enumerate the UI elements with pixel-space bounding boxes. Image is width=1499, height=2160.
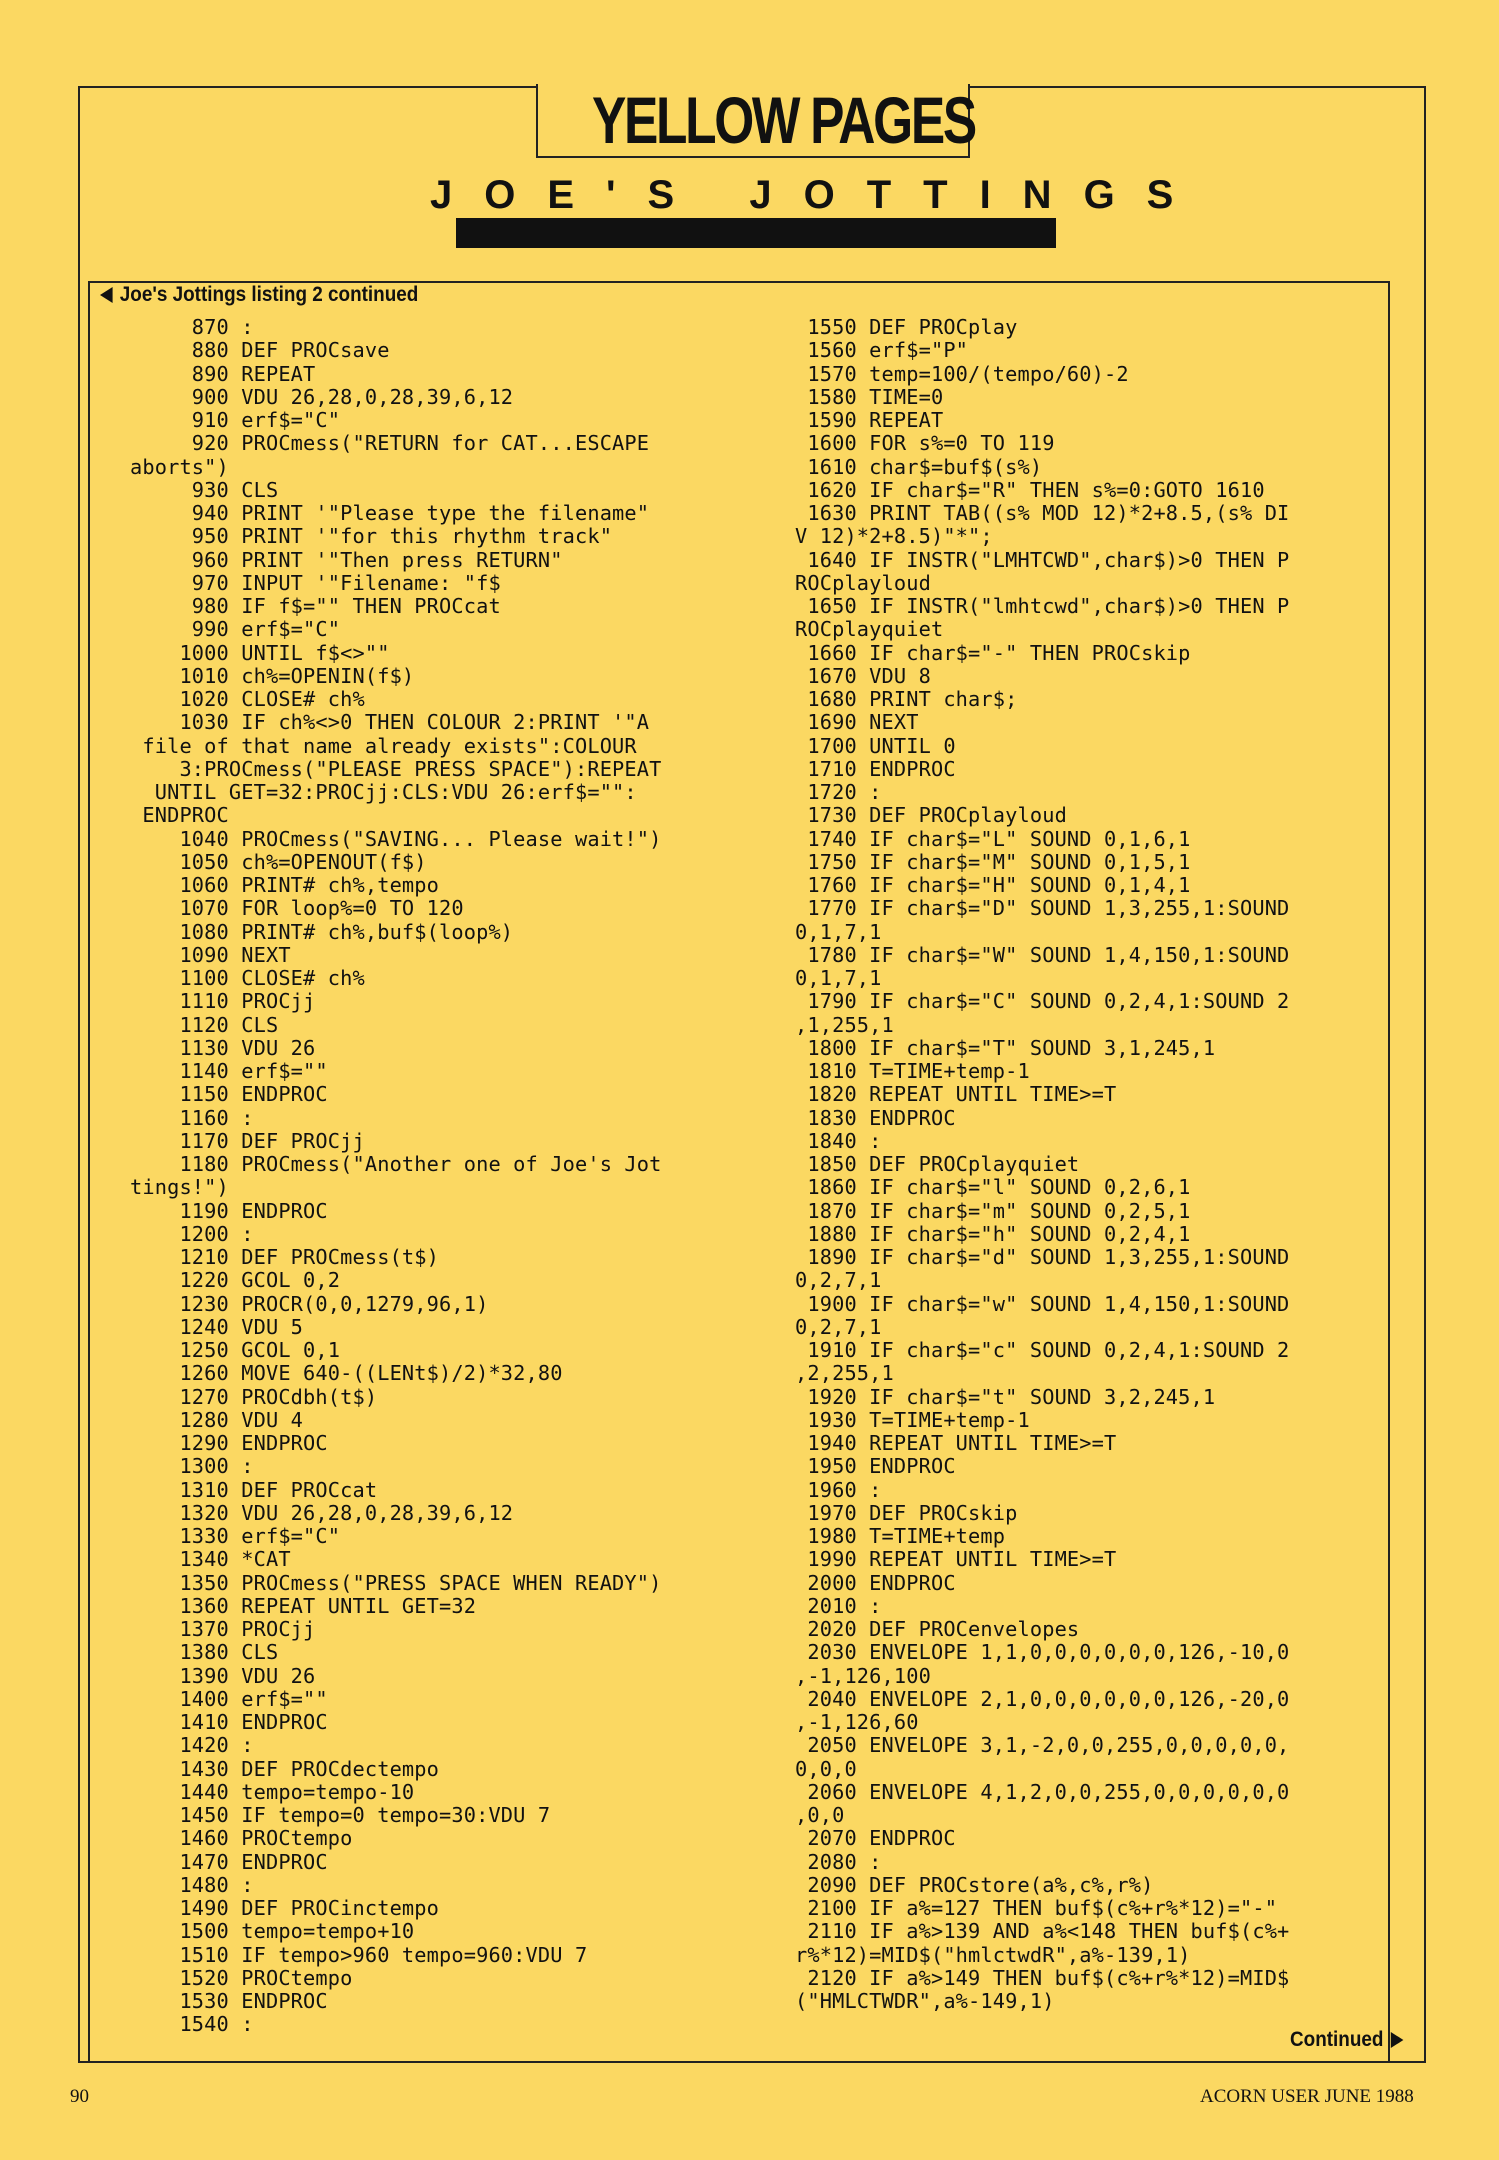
code-line: 1750 IF char$="M" SOUND 0,1,5,1 xyxy=(795,849,1191,874)
code-line: 980 IF f$="" THEN PROCcat xyxy=(130,594,501,618)
code-line: 1090 NEXT xyxy=(130,942,291,967)
code-line: 890 REPEAT xyxy=(130,361,316,386)
code-line: 1290 ENDPROC xyxy=(130,1431,328,1455)
listing-heading xyxy=(100,283,418,307)
code-line: ,1,255,1 xyxy=(795,1012,894,1037)
code-line: 0,1,7,1 xyxy=(795,966,882,990)
code-line: 1270 PROCdbh(t$) xyxy=(130,1384,378,1409)
code-line: 1310 DEF PROCcat xyxy=(130,1477,378,1502)
code-line: 1820 REPEAT UNTIL TIME>=T xyxy=(795,1082,1117,1107)
code-line: 1690 NEXT xyxy=(795,710,919,735)
code-line: 0,1,7,1 xyxy=(795,919,882,944)
code-line: 1320 VDU 26,28,0,28,39,6,12 xyxy=(130,1500,514,1525)
code-line: 1630 PRINT TAB((s% MOD 12)*2+8.5,(s% DI xyxy=(795,501,1290,525)
code-line: 1470 ENDPROC xyxy=(130,1849,328,1874)
code-line: 1970 DEF PROCskip xyxy=(795,1500,1018,1525)
code-line: 1660 IF char$="-" THEN PROCskip xyxy=(795,640,1191,665)
code-line: 1070 FOR loop%=0 TO 120 xyxy=(130,896,464,921)
code-line: 1340 *CAT xyxy=(130,1547,291,1572)
code-line: 1550 DEF PROCplay xyxy=(795,315,1018,339)
code-line: 1080 PRINT# ch%,buf$(loop%) xyxy=(130,919,514,944)
code-line: 1960 : xyxy=(795,1477,882,1502)
code-line: 1740 IF char$="L" SOUND 0,1,6,1 xyxy=(795,826,1191,851)
code-line: 1100 CLOSE# ch% xyxy=(130,966,365,990)
code-line: 1170 DEF PROCjj xyxy=(130,1128,365,1153)
code-line: ,-1,126,60 xyxy=(795,1710,919,1734)
code-line: 1780 IF char$="W" SOUND 1,4,150,1:SOUND xyxy=(795,942,1290,967)
code-line: 1620 IF char$="R" THEN s%=0:GOTO 1610 xyxy=(795,477,1265,502)
code-line: 1400 erf$="" xyxy=(130,1686,328,1711)
code-line: 1190 ENDPROC xyxy=(130,1198,328,1223)
continued-label xyxy=(1290,2028,1403,2052)
code-line: 1230 PROCR(0,0,1279,96,1) xyxy=(130,1291,489,1316)
continued-label-text: Continued xyxy=(1290,2028,1384,2051)
title-box xyxy=(536,83,975,158)
code-line: 2110 IF a%>139 AND a%<148 THEN buf$(c%+ xyxy=(795,1919,1290,1944)
code-line: 1860 IF char$="l" SOUND 0,2,6,1 xyxy=(795,1175,1191,1200)
code-line: 3:PROCmess("PLEASE PRESS SPACE"):REPEAT xyxy=(130,756,662,781)
code-column-left xyxy=(130,316,662,2037)
code-line: 1140 erf$="" xyxy=(130,1059,328,1083)
code-line: 1380 CLS xyxy=(130,1640,279,1665)
code-line: 1920 IF char$="t" SOUND 3,2,245,1 xyxy=(795,1384,1216,1409)
code-line: 1810 T=TIME+temp-1 xyxy=(795,1059,1030,1083)
code-line: 1800 IF char$="T" SOUND 3,1,245,1 xyxy=(795,1035,1216,1060)
code-line: 1000 UNTIL f$<>"" xyxy=(130,640,390,665)
page-title: YELLOW PAGES xyxy=(591,83,975,157)
code-line: 1530 ENDPROC xyxy=(130,1989,328,2013)
code-line: 2080 : xyxy=(795,1849,882,1874)
code-line: 1440 tempo=tempo-10 xyxy=(130,1779,415,1804)
code-line: 1160 : xyxy=(130,1105,254,1130)
code-line: ,-1,126,100 xyxy=(795,1663,931,1688)
code-line: ("HMLCTWDR",a%-149,1) xyxy=(795,1989,1055,2013)
listing-heading-text: Joe's Jottings listing 2 continued xyxy=(119,283,419,306)
code-line: 1770 IF char$="D" SOUND 1,3,255,1:SOUND xyxy=(795,896,1290,921)
code-line: 1260 MOVE 640-((LENt$)/2)*32,80 xyxy=(130,1361,563,1386)
code-line: 1980 T=TIME+temp xyxy=(795,1524,1006,1548)
code-line: 1050 ch%=OPENOUT(f$) xyxy=(130,849,427,874)
code-line: 1060 PRINT# ch%,tempo xyxy=(130,873,440,897)
code-line: 1030 IF ch%<>0 THEN COLOUR 2:PRINT '"A xyxy=(130,710,650,735)
code-line: 950 PRINT '"for this rhythm track" xyxy=(130,524,613,549)
section-subtitle: JOE'S JOTTINGS xyxy=(430,173,1206,217)
code-line: 1040 PROCmess("SAVING... Please wait!") xyxy=(130,826,662,851)
code-line: 2030 ENVELOPE 1,1,0,0,0,0,0,0,126,-10,0 xyxy=(795,1640,1290,1665)
code-line: 1280 VDU 4 xyxy=(130,1407,304,1432)
code-line: 900 VDU 26,28,0,28,39,6,12 xyxy=(130,384,514,409)
code-line: 960 PRINT '"Then press RETURN" xyxy=(130,547,563,572)
code-line: 1580 TIME=0 xyxy=(795,384,944,409)
code-line: 1560 erf$="P" xyxy=(795,338,969,363)
code-line: 1940 REPEAT UNTIL TIME>=T xyxy=(795,1431,1117,1455)
code-line: 930 CLS xyxy=(130,477,279,502)
code-line: 1880 IF char$="h" SOUND 0,2,4,1 xyxy=(795,1221,1191,1246)
code-line: 1900 IF char$="w" SOUND 1,4,150,1:SOUND xyxy=(795,1291,1290,1316)
code-line: 1700 UNTIL 0 xyxy=(795,733,956,758)
code-line: 1910 IF char$="c" SOUND 0,2,4,1:SOUND 2 xyxy=(795,1338,1290,1362)
code-line: 1720 : xyxy=(795,780,882,804)
code-line: 1350 PROCmess("PRESS SPACE WHEN READY") xyxy=(130,1570,662,1595)
code-line: 1240 VDU 5 xyxy=(130,1314,304,1339)
code-line: 1680 PRINT char$; xyxy=(795,687,1018,711)
code-line: V 12)*2+8.5)"*"; xyxy=(795,524,993,549)
code-line: 0,2,7,1 xyxy=(795,1268,882,1293)
code-line: 940 PRINT '"Please type the filename" xyxy=(130,501,650,525)
code-line: 1650 IF INSTR("lmhtcwd",char$)>0 THEN P xyxy=(795,594,1290,618)
code-line: 2100 IF a%=127 THEN buf$(c%+r%*12)="-" xyxy=(795,1896,1278,1920)
code-line: 1870 IF char$="m" SOUND 0,2,5,1 xyxy=(795,1198,1191,1223)
code-line: 1540 : xyxy=(130,2012,254,2037)
code-line: 0,2,7,1 xyxy=(795,1314,882,1339)
code-line: 1850 DEF PROCplayquiet xyxy=(795,1152,1080,1176)
title-underline-bar xyxy=(456,218,1056,248)
magazine-footer: ACORN USER JUNE 1988 xyxy=(1200,2086,1414,2107)
code-line: ROCplayquiet xyxy=(795,617,944,642)
code-line: 1930 T=TIME+temp-1 xyxy=(795,1407,1030,1432)
code-line: 1120 CLS xyxy=(130,1012,279,1037)
code-line: 1330 erf$="C" xyxy=(130,1524,341,1548)
code-line: 1300 : xyxy=(130,1454,254,1479)
code-line: 1360 REPEAT UNTIL GET=32 xyxy=(130,1593,477,1618)
code-line: 1130 VDU 26 xyxy=(130,1035,316,1060)
code-line: 1990 REPEAT UNTIL TIME>=T xyxy=(795,1547,1117,1572)
code-line: 1410 ENDPROC xyxy=(130,1710,328,1734)
code-line: 1510 IF tempo>960 tempo=960:VDU 7 xyxy=(130,1942,588,1967)
code-line: 2090 DEF PROCstore(a%,c%,r%) xyxy=(795,1872,1154,1897)
code-line: 990 erf$="C" xyxy=(130,617,341,642)
arrow-right-icon xyxy=(1391,2032,1404,2048)
code-line: 1730 DEF PROCplayloud xyxy=(795,803,1067,828)
code-line: 2040 ENVELOPE 2,1,0,0,0,0,0,0,126,-20,0 xyxy=(795,1686,1290,1711)
code-line: 1950 ENDPROC xyxy=(795,1454,956,1479)
code-line: 1590 REPEAT xyxy=(795,408,944,432)
code-line: 1520 PROCtempo xyxy=(130,1965,353,1990)
code-line: 1890 IF char$="d" SOUND 1,3,255,1:SOUND xyxy=(795,1245,1290,1269)
code-line: 1500 tempo=tempo+10 xyxy=(130,1919,415,1944)
code-line: r%*12)=MID$("hmlctwdR",a%-139,1) xyxy=(795,1942,1191,1967)
code-line: 2060 ENVELOPE 4,1,2,0,0,255,0,0,0,0,0,0 xyxy=(795,1779,1290,1804)
code-line: 1390 VDU 26 xyxy=(130,1663,316,1688)
code-line: 1840 : xyxy=(795,1128,882,1153)
code-line: 2020 DEF PROCenvelopes xyxy=(795,1617,1080,1641)
code-line: 1150 ENDPROC xyxy=(130,1082,328,1107)
code-line: 870 : xyxy=(130,315,254,339)
code-line: 2000 ENDPROC xyxy=(795,1570,956,1595)
code-line: tings!") xyxy=(130,1175,229,1200)
code-line: 1250 GCOL 0,1 xyxy=(130,1338,341,1362)
code-line: 1110 PROCjj xyxy=(130,989,316,1014)
code-line: 2050 ENVELOPE 3,1,-2,0,0,255,0,0,0,0,0, xyxy=(795,1733,1290,1758)
code-line: ROCplayloud xyxy=(795,570,931,595)
code-line: 2010 : xyxy=(795,1593,882,1618)
code-column-right xyxy=(795,316,1289,2013)
code-line: 1760 IF char$="H" SOUND 0,1,4,1 xyxy=(795,873,1191,897)
code-line: ,0,0 xyxy=(795,1803,845,1827)
page-number: 90 xyxy=(70,2086,89,2107)
code-line: 1370 PROCjj xyxy=(130,1617,316,1641)
code-line: 920 PROCmess("RETURN for CAT...ESCAPE xyxy=(130,431,650,456)
code-line: 1490 DEF PROCinctempo xyxy=(130,1896,440,1920)
code-line: 1480 : xyxy=(130,1872,254,1897)
code-line: 1450 IF tempo=0 tempo=30:VDU 7 xyxy=(130,1803,551,1827)
code-line: 1210 DEF PROCmess(t$) xyxy=(130,1245,440,1269)
code-line: 1420 : xyxy=(130,1733,254,1758)
code-line: 1710 ENDPROC xyxy=(795,756,956,781)
code-line: 1220 GCOL 0,2 xyxy=(130,1268,341,1293)
code-line: 1610 char$=buf$(s%) xyxy=(795,454,1043,479)
code-line: 970 INPUT '"Filename: "f$ xyxy=(130,570,501,595)
code-line: 1430 DEF PROCdectempo xyxy=(130,1756,440,1781)
code-line: 0,0,0 xyxy=(795,1756,857,1781)
code-line: 1640 IF INSTR("LMHTCWD",char$)>0 THEN P xyxy=(795,547,1290,572)
code-line: 2070 ENDPROC xyxy=(795,1826,956,1851)
code-line: 2120 IF a%>149 THEN buf$(c%+r%*12)=MID$ xyxy=(795,1965,1290,1990)
code-line: 1020 CLOSE# ch% xyxy=(130,687,365,711)
code-line: 1180 PROCmess("Another one of Joe's Jot xyxy=(130,1152,662,1176)
code-line: 1570 temp=100/(tempo/60)-2 xyxy=(795,361,1129,386)
code-line: ,2,255,1 xyxy=(795,1361,894,1386)
code-line: 1460 PROCtempo xyxy=(130,1826,353,1851)
code-line: UNTIL GET=32:PROCjj:CLS:VDU 26:erf$="": xyxy=(130,780,637,804)
code-line: 880 DEF PROCsave xyxy=(130,338,390,363)
code-line: 1790 IF char$="C" SOUND 0,2,4,1:SOUND 2 xyxy=(795,989,1290,1014)
code-line: file of that name already exists":COLOUR xyxy=(130,733,637,758)
code-line: 910 erf$="C" xyxy=(130,408,341,432)
arrow-left-icon xyxy=(100,287,113,303)
code-line: 1600 FOR s%=0 TO 119 xyxy=(795,431,1055,456)
code-line: 1010 ch%=OPENIN(f$) xyxy=(130,663,415,688)
code-line: aborts") xyxy=(130,454,229,479)
code-line: ENDPROC xyxy=(130,803,229,828)
code-line: 1200 : xyxy=(130,1221,254,1246)
code-line: 1830 ENDPROC xyxy=(795,1105,956,1130)
code-line: 1670 VDU 8 xyxy=(795,663,931,688)
